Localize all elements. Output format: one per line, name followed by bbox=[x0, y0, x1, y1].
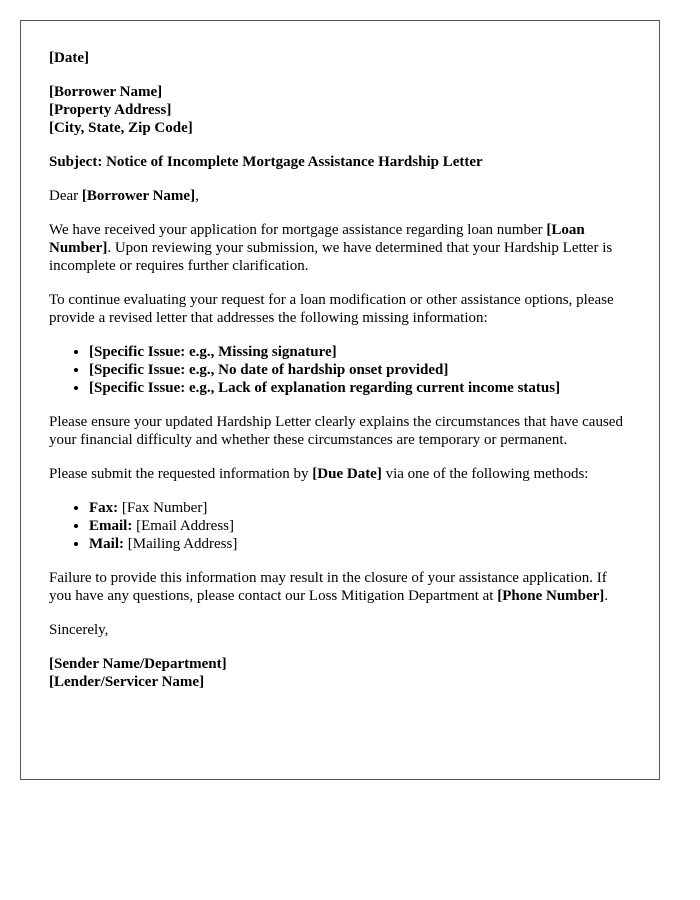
method-fax bbox=[89, 499, 631, 517]
lender-name: [Lender/Servicer Name] bbox=[49, 674, 205, 690]
para1-text-2: . Upon reviewing your submission, we have determined that your Hardship Letter is incomplete or requires further clarification. bbox=[49, 240, 613, 274]
method-email bbox=[89, 517, 631, 535]
paragraph-request: To continue evaluating your request for a loan modification or other assistance options, please provide a revised letter that addresses the following missing information: bbox=[49, 292, 614, 326]
recipient-name: [Borrower Name] bbox=[49, 84, 163, 100]
para5-text-2: . bbox=[604, 588, 609, 604]
method-mail bbox=[89, 535, 631, 553]
sender-name: [Sender Name/Department] bbox=[49, 656, 227, 672]
paragraph-submit bbox=[49, 465, 631, 483]
letter-page bbox=[20, 20, 660, 780]
paragraph-application bbox=[49, 221, 631, 275]
method-list bbox=[49, 499, 631, 553]
issue-item: • [Specific Issue: e.g., No date of hardship onset provided] bbox=[89, 361, 631, 379]
salutation-prefix: Dear bbox=[49, 188, 82, 204]
closing: Sincerely, bbox=[49, 622, 109, 638]
paragraph-instructions: Please ensure your updated Hardship Letter clearly explains the circumstances that have caused your financial difficulty and whether these circumstances are temporary or permanent. bbox=[49, 414, 623, 448]
recipient-address: [Property Address] bbox=[49, 102, 172, 118]
para4-text-2: via one of the following methods: bbox=[381, 466, 589, 482]
para5-text-1: Failure to provide this information may result in the closure of your assistance application. If you have any questions, please contact our Loss Mitigation Department at bbox=[49, 570, 607, 604]
method-label: Fax: bbox=[89, 500, 119, 516]
letter-subject: Subject: Notice of Incomplete Mortgage Assistance Hardship Letter bbox=[49, 154, 483, 170]
issue-list bbox=[49, 343, 631, 397]
method-value: [Email Address] bbox=[132, 518, 234, 534]
method-label: Email: bbox=[89, 518, 133, 534]
letter-date: [Date] bbox=[49, 50, 89, 66]
salutation bbox=[49, 187, 631, 205]
method-label: Mail: bbox=[89, 536, 124, 552]
para4-text-1: Please submit the requested information by bbox=[49, 466, 313, 482]
salutation-name: [Borrower Name] bbox=[81, 188, 196, 204]
due-date: [Due Date] bbox=[312, 466, 382, 482]
paragraph-contact bbox=[49, 569, 631, 605]
loan-number: [Loan Number] bbox=[49, 222, 585, 256]
recipient-block bbox=[49, 83, 631, 137]
salutation-suffix: , bbox=[195, 188, 199, 204]
signature-block bbox=[49, 655, 631, 691]
method-value: [Mailing Address] bbox=[124, 536, 238, 552]
phone-number: [Phone Number] bbox=[497, 588, 605, 604]
method-value: [Fax Number] bbox=[118, 500, 208, 516]
issue-item: • [Specific Issue: e.g., Missing signature] bbox=[89, 343, 631, 361]
issue-item: • [Specific Issue: e.g., Lack of explanation regarding current income status] bbox=[89, 379, 631, 397]
para1-text-1: We have received your application for mortgage assistance regarding loan number bbox=[49, 222, 547, 238]
recipient-city: [City, State, Zip Code] bbox=[49, 120, 193, 136]
